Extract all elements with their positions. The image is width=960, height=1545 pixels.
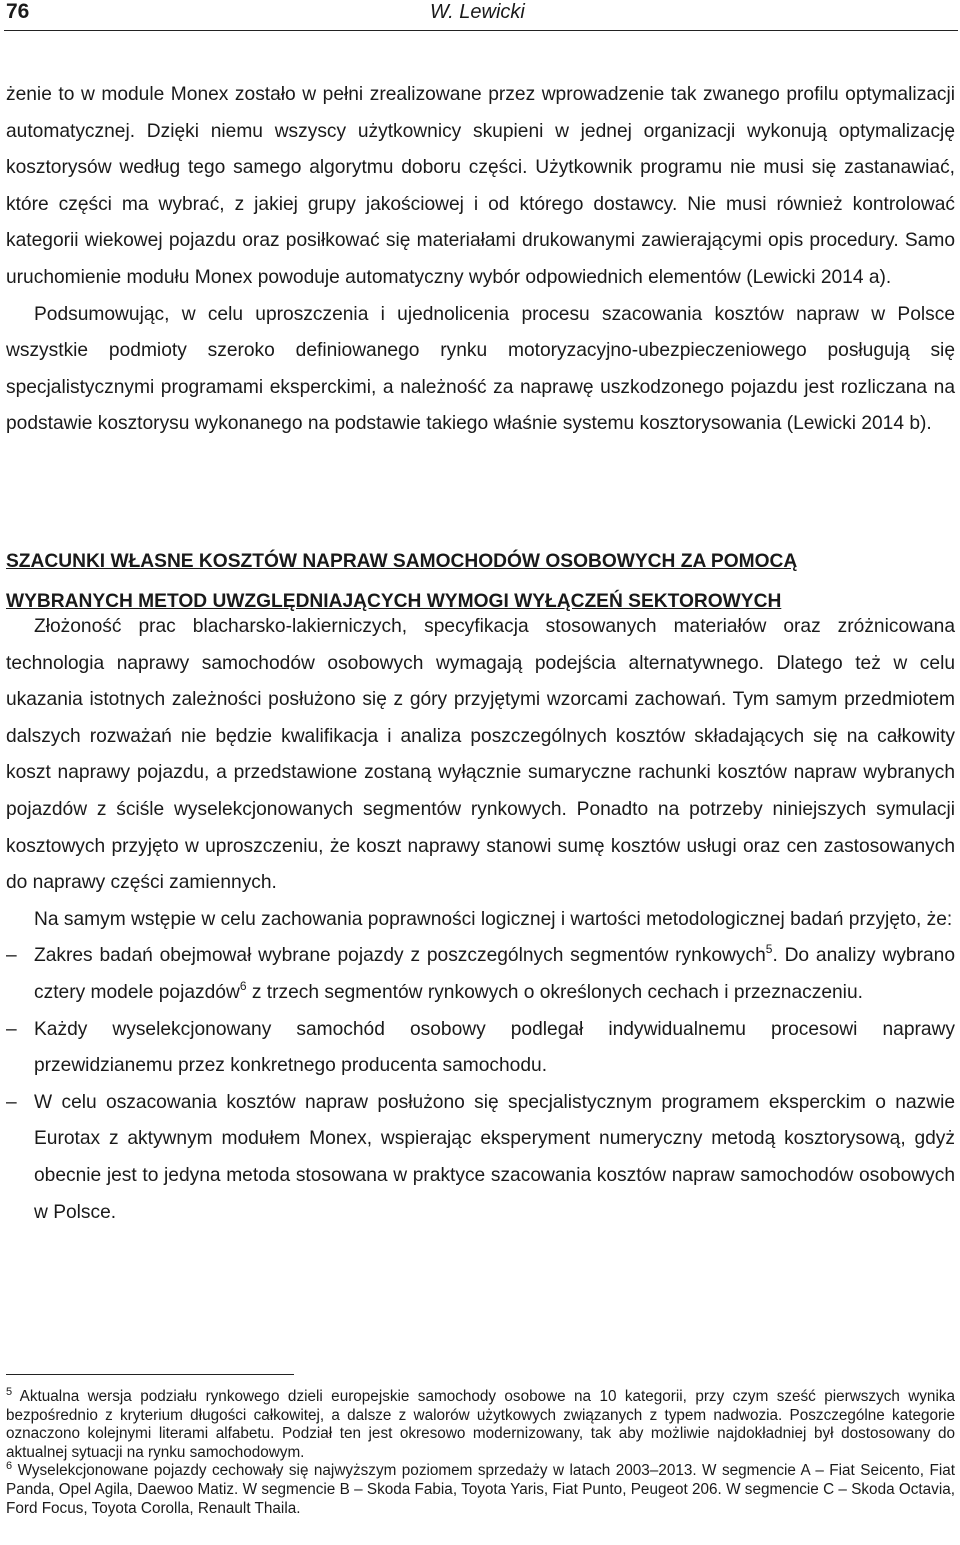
list-item-text: z trzech segmentów rynkowych o określonych cechach i przeznaczeniu. bbox=[246, 981, 863, 1003]
body-section-2 bbox=[6, 609, 955, 1231]
list-item-text: Zakres badań obejmował wybrane pojazdy z poszczególnych segmentów rynkowych bbox=[34, 945, 766, 967]
footnote-text: Wyselekcjonowane pojazdy cechowały się najwyższym poziomem sprzedaży w latach 2003–2013. W segmencie A – Fiat Seicento, Fiat Panda, Opel Agila, Daewoo Matiz. W segmencie B – Skoda Fabia, Toyota Yaris, Fiat Punto, Peugeot 206. W segmencie C – Skoda Octavia, Ford Focus, Toyota Corolla, Renault Thaila. bbox=[6, 1462, 955, 1517]
list-item bbox=[6, 1085, 955, 1231]
body-section-1 bbox=[6, 77, 955, 443]
page-number: 76 bbox=[6, 0, 30, 23]
footnote-mark: 5 bbox=[6, 1386, 13, 1398]
list-item bbox=[6, 1012, 955, 1085]
section-heading-line: SZACUNKI WŁASNE KOSZTÓW NAPRAW SAMOCHODÓW OSOBOWYCH ZA POMOCĄ bbox=[6, 551, 798, 572]
footnote-rule bbox=[6, 1374, 294, 1375]
section-heading-line: WYBRANYCH METOD UWZGLĘDNIAJĄCYCH WYMOGI WYŁĄCZEŃ SEKTOROWYCH bbox=[6, 591, 782, 612]
dash-bullet: – bbox=[6, 1091, 17, 1113]
bullet-list bbox=[6, 938, 955, 1231]
footnote-text: Aktualna wersja podziału rynkowego dzieli europejskie samochody osobowe na 10 kategorii, przy czym sześć pierwszych wynika bezpośrednio z kryterium długości całkowitej, a dalsze z walorów użytkowych związanych z typem nadwozia. Poszczególne kategorie oznaczono kolejnymi literami alfabetu. Podział ten jest okresowo modernizowany, tak aby możliwie najdokładniej był dostosowany do aktualnej sytuacji na rynku samochodowym. bbox=[6, 1388, 955, 1461]
dash-bullet: – bbox=[6, 945, 17, 967]
list-item bbox=[6, 938, 955, 1011]
header-rule bbox=[4, 30, 958, 31]
paragraph: żenie to w module Monex zostało w pełni zrealizowane przez wprowadzenie tak zwanego profilu optymalizacji automatycznej. Dzięki niemu wszyscy użytkownicy skupieni w jednej organizacji wykonują optymalizację kosztorysów według tego samego algorytmu doboru części. Użytkownik programu nie musi się zastanawiać, które części ma wybrać, z jakiej grupy jakościowej i od którego dostawcy. Nie musi również kontrolować kategorii wiekowej pojazdu oraz posiłkować się materiałami drukowanymi zawierającymi opis procedury. Samo uruchomienie modułu Monex powoduje automatyczny wybór odpowiednich elementów (Lewicki 2014 a). bbox=[6, 84, 955, 288]
dash-bullet: – bbox=[6, 1018, 17, 1040]
list-item-text: . Do analizy wybrano cztery modele pojazdów bbox=[34, 945, 955, 1003]
page-header bbox=[0, 0, 960, 30]
paragraph: Podsumowując, w celu uproszczenia i ujednolicenia procesu szacowania kosztów napraw w Polsce wszystkie podmioty szeroko definiowanego rynku motoryzacyjno-ubezpieczeniowego posługują się specjalistycznymi programami eksperckimi, a należność za naprawę uszkodzonego pojazdu jest rozliczana na podstawie kosztorysu wykonanego na podstawie takiego właśnie systemu kosztorysowania (Lewicki 2014 b). bbox=[6, 303, 955, 435]
footnote-ref: 5 bbox=[765, 942, 773, 957]
paragraph: Złożoność prac blacharsko-lakierniczych, specyfikacja stosowanych materiałów oraz zróżnicowana technologia naprawy samochodów osobowych wymagają podejścia alternatywnego. Dlatego też w celu ukazania istotnych zależności posłużono się z góry przyjętymi wzorcami zachowań. Tym samym przedmiotem dalszych rozważań nie będzie kwalifikacja i analiza poszczególnych kosztów składających się na całkowity koszt naprawy pojazdu, a przedstawione zostaną wyłącznie sumaryczne rachunki kosztów napraw wybranych pojazdów z ściśle wyselekcjonowanych segmentów rynkowych. Ponadto na potrzeby niniejszych symulacji kosztowych przyjęto w uproszczeniu, że koszt naprawy stanowi sumę kosztów usługi oraz cen zastosowanych do naprawy części zamiennych. bbox=[6, 616, 955, 894]
paragraph: Na samym wstępie w celu zachowania poprawności logicznej i wartości metodologicznej badań przyjęto, że: bbox=[34, 908, 953, 930]
running-head: W. Lewicki bbox=[430, 1, 525, 23]
list-item-text: W celu oszacowania kosztów napraw posłużono się specjalistycznym programem eksperckim o nazwie Eurotax z aktywnym modułem Monex, wspierając eksperyment numeryczny metodą kosztorysową, gdyż obecnie jest to jedyna metoda stosowana w praktyce szacowania kosztów napraw samochodów osobowych w Polsce. bbox=[34, 1091, 955, 1223]
footnotes bbox=[6, 1388, 955, 1518]
footnote-mark: 6 bbox=[6, 1460, 13, 1473]
footnote bbox=[6, 1388, 955, 1462]
footnote bbox=[6, 1462, 955, 1518]
footnote-ref: 6 bbox=[239, 978, 247, 993]
list-item-text: Każdy wyselekcjonowany samochód osobowy podlegał indywidualnemu procesowi naprawy przewidzianemu przez konkretnego producenta samochodu. bbox=[34, 1018, 955, 1077]
